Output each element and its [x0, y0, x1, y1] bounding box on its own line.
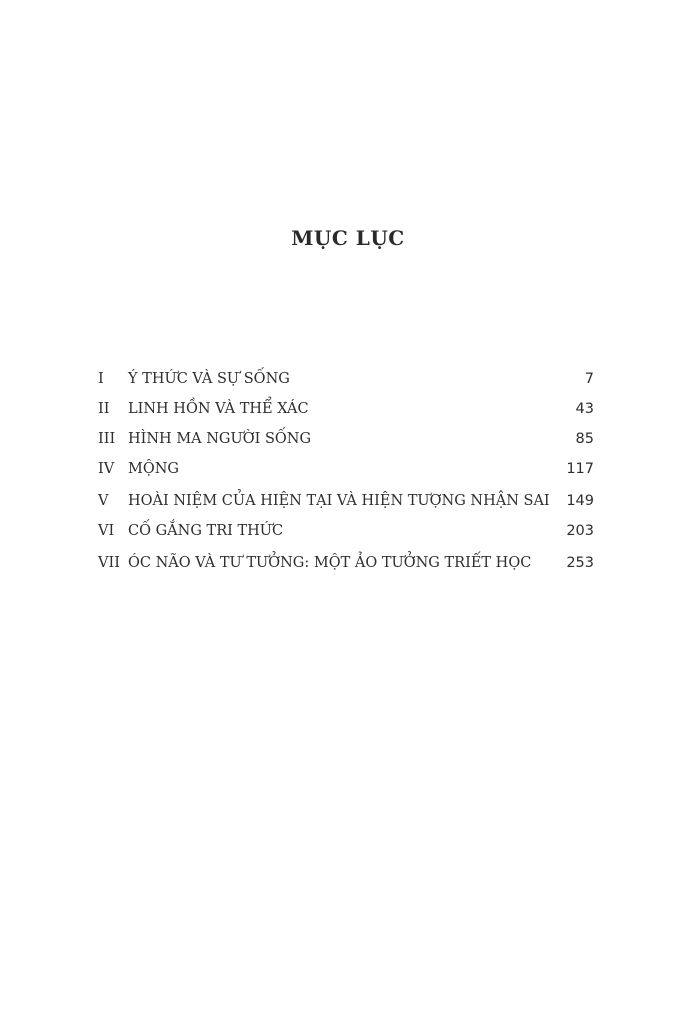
chapter-title: LINH HỒN VÀ THỂ XÁC	[128, 401, 309, 417]
page-title: MỤC LỤC	[291, 226, 405, 250]
chapter-numeral: III	[98, 431, 116, 447]
chapter-page-number: 43	[575, 401, 594, 417]
chapter-page-number: 7	[584, 371, 594, 387]
chapter-page-number: 253	[566, 555, 594, 571]
toc-entry	[98, 456, 594, 486]
toc-entry	[98, 396, 594, 426]
chapter-numeral: II	[98, 401, 110, 417]
chapter-page-number: 85	[575, 431, 594, 447]
chapter-numeral: IV	[98, 461, 115, 477]
chapter-title: HÌNH MA NGƯỜI SỐNG	[128, 431, 312, 447]
toc-entry	[98, 426, 594, 456]
chapter-page-number: 203	[566, 523, 594, 539]
toc-entry	[98, 366, 594, 396]
chapter-numeral: VII	[98, 555, 120, 571]
chapter-page-number: 117	[566, 461, 594, 477]
chapter-page-number: 149	[566, 493, 594, 509]
chapter-title: MỘNG	[128, 461, 180, 477]
table-of-contents	[98, 366, 594, 580]
chapter-numeral: I	[98, 371, 104, 387]
chapter-numeral: VI	[98, 523, 115, 539]
chapter-title: HOÀI NIỆM CỦA HIỆN TẠI VÀ HIỆN TƯỢNG NHẬN SAI	[128, 493, 550, 509]
toc-entry	[98, 550, 594, 580]
toc-entry	[98, 518, 594, 548]
chapter-title: ÓC NÃO VÀ TƯ TƯỞNG: MỘT ẢO TƯỞNG TRIẾT HỌC	[128, 555, 532, 571]
chapter-title: Ý THỨC VÀ SỰ SỐNG	[128, 371, 290, 387]
chapter-numeral: V	[98, 493, 109, 509]
chapter-title: CỐ GẮNG TRI THỨC	[128, 523, 284, 539]
toc-entry	[98, 488, 594, 518]
